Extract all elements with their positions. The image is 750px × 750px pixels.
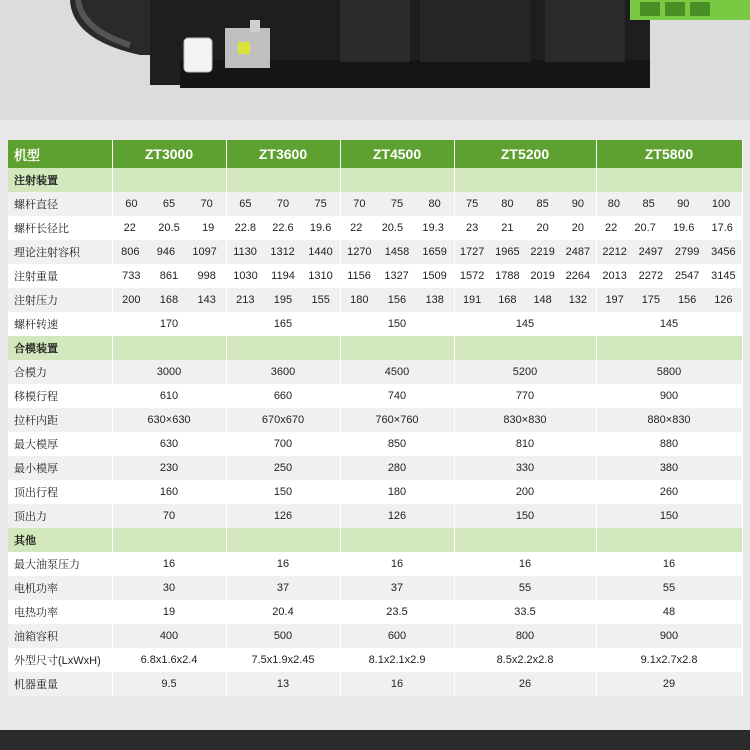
spec-subvalue: 200 (122, 294, 141, 306)
row-label: 注射重量 (8, 264, 112, 288)
table-row (8, 432, 742, 456)
table-row (8, 408, 742, 432)
spec-cell (340, 264, 454, 288)
spec-subvalue: 3456 (711, 246, 736, 258)
spec-cell: 400 (112, 624, 226, 648)
spec-subvalue: 143 (197, 294, 216, 306)
spec-subvalue: 22 (350, 222, 363, 234)
spec-cell (596, 192, 742, 216)
spec-cell (226, 264, 340, 288)
spec-subvalue: 861 (159, 270, 179, 282)
row-label: 拉杆内距 (8, 408, 112, 432)
spec-subvalue: 2013 (602, 270, 627, 282)
spec-cell: 6.8x1.6x2.4 (112, 648, 226, 672)
section-header-cell (112, 168, 226, 192)
spec-cell (596, 240, 742, 264)
section-header-cell (226, 336, 340, 360)
table-row (8, 456, 742, 480)
spec-subvalue: 180 (350, 294, 369, 306)
section-header-cell (454, 336, 596, 360)
spec-cell: 630×630 (112, 408, 226, 432)
spec-cell: 33.5 (454, 600, 596, 624)
spec-subvalue: 138 (425, 294, 444, 306)
spec-subvalue: 21 (501, 222, 514, 234)
row-label: 顶出行程 (8, 480, 112, 504)
spec-subvalue: 19.6 (672, 222, 695, 234)
spec-cell: 48 (596, 600, 742, 624)
table-row (8, 216, 742, 240)
spec-subvalue: 17.6 (711, 222, 733, 234)
spec-subvalue: 65 (162, 198, 176, 210)
spec-cell: 20.4 (226, 600, 340, 624)
section-header-cell (596, 336, 742, 360)
spec-cell: 740 (340, 384, 454, 408)
model-zt5200: ZT5200 (454, 140, 596, 168)
spec-cell: 700 (226, 432, 340, 456)
model-zt5800: ZT5800 (596, 140, 742, 168)
spec-subvalue: 2487 (565, 246, 591, 258)
spec-subvalue: 23 (466, 222, 479, 234)
spec-cell: 160 (112, 480, 226, 504)
spec-subvalue: 946 (156, 246, 176, 258)
row-label: 螺杆长径比 (8, 216, 112, 240)
spec-cell: 170 (112, 312, 226, 336)
spec-cell: 16 (596, 552, 742, 576)
spec-cell: 500 (226, 624, 340, 648)
spec-cell: 150 (454, 504, 596, 528)
section-header-cell (340, 528, 454, 552)
row-label: 最大模厚 (8, 432, 112, 456)
spec-subvalue: 70 (200, 198, 213, 210)
spec-subvalue: 197 (605, 294, 624, 306)
spec-subvalue: 2212 (602, 246, 627, 258)
spec-cell (454, 264, 596, 288)
spec-subvalue: 1130 (233, 246, 257, 258)
section-header-row (8, 168, 742, 192)
spec-subvalue: 1030 (233, 270, 258, 282)
spec-cell (112, 288, 226, 312)
spec-subvalue: 20.5 (381, 222, 404, 234)
spec-table (8, 140, 743, 696)
spec-subvalue: 1097 (192, 246, 217, 258)
table-row (8, 624, 742, 648)
spec-cell: 230 (112, 456, 226, 480)
spec-subvalue: 75 (466, 198, 479, 210)
spec-cell: 5200 (454, 360, 596, 384)
row-label: 顶出力 (8, 504, 112, 528)
spec-subvalue: 2264 (565, 270, 591, 282)
spec-cell: 900 (596, 384, 742, 408)
spec-cell: 30 (112, 576, 226, 600)
spec-subvalue: 132 (568, 294, 588, 306)
spec-cell (112, 216, 226, 240)
section-header-row (8, 528, 742, 552)
spec-cell (454, 192, 596, 216)
spec-subvalue: 22 (605, 222, 618, 234)
table-row (8, 672, 742, 696)
spec-cell: 55 (454, 576, 596, 600)
spec-cell: 37 (340, 576, 454, 600)
spec-subvalue: 1270 (347, 246, 372, 258)
spec-subvalue: 1965 (495, 246, 520, 258)
row-label: 最小模厚 (8, 456, 112, 480)
spec-subvalue: 2019 (530, 270, 555, 282)
spec-cell: 23.5 (340, 600, 454, 624)
spec-cell (226, 192, 340, 216)
spec-cell: 150 (340, 312, 454, 336)
spec-table-wrapper (8, 140, 742, 696)
row-label: 油箱容积 (8, 624, 112, 648)
spec-cell: 13 (226, 672, 340, 696)
spec-cell: 880 (596, 432, 742, 456)
row-label: 注射压力 (8, 288, 112, 312)
row-label: 机器重量 (8, 672, 112, 696)
spec-cell (226, 216, 340, 240)
spec-subvalue: 22.6 (272, 222, 294, 234)
table-row (8, 504, 742, 528)
spec-subvalue: 20.7 (634, 222, 656, 234)
spec-cell (340, 216, 454, 240)
row-label: 最大油泵压力 (8, 552, 112, 576)
spec-cell (340, 240, 454, 264)
table-row (8, 576, 742, 600)
spec-cell: 37 (226, 576, 340, 600)
spec-subvalue: 1788 (495, 270, 520, 282)
spec-subvalue: 1310 (308, 270, 333, 282)
spec-subvalue: 733 (122, 270, 141, 282)
spec-subvalue: 2272 (638, 270, 664, 282)
spec-subvalue: 2497 (638, 246, 664, 258)
spec-subvalue: 2799 (674, 246, 700, 258)
spec-subvalue: 20 (571, 222, 584, 234)
section-header-cell (340, 336, 454, 360)
table-row (8, 360, 742, 384)
spec-cell: 610 (112, 384, 226, 408)
spec-subvalue: 168 (159, 294, 179, 306)
spec-subvalue: 1509 (422, 270, 447, 282)
spec-subvalue: 75 (314, 198, 327, 210)
row-label: 电机功率 (8, 576, 112, 600)
spec-cell: 4500 (340, 360, 454, 384)
spec-cell (454, 216, 596, 240)
spec-subvalue: 80 (501, 198, 514, 210)
spec-subvalue: 80 (607, 198, 620, 210)
spec-subvalue: 100 (711, 198, 731, 210)
spec-cell: 145 (454, 312, 596, 336)
section-header-cell (596, 168, 742, 192)
spec-subvalue: 65 (239, 198, 252, 210)
spec-subvalue: 1312 (270, 246, 295, 258)
section-header-cell (112, 336, 226, 360)
spec-subvalue: 213 (236, 294, 255, 306)
header-label: 机型 (8, 140, 112, 168)
spec-cell: 830×830 (454, 408, 596, 432)
spec-cell: 165 (226, 312, 340, 336)
spec-subvalue: 80 (428, 198, 441, 210)
spec-cell: 16 (112, 552, 226, 576)
table-row (8, 480, 742, 504)
spec-cell: 16 (226, 552, 340, 576)
spec-subvalue: 90 (571, 198, 584, 210)
section-title: 合模装置 (8, 336, 112, 360)
spec-cell: 16 (340, 672, 454, 696)
spec-subvalue: 148 (533, 294, 552, 306)
section-header-cell (226, 528, 340, 552)
spec-cell: 660 (226, 384, 340, 408)
spec-cell: 770 (454, 384, 596, 408)
spec-cell: 126 (226, 504, 340, 528)
spec-subvalue: 1727 (459, 246, 485, 258)
spec-cell: 7.5x1.9x2.45 (226, 648, 340, 672)
spec-subvalue: 22.8 (234, 222, 257, 234)
section-header-cell (226, 168, 340, 192)
spec-cell: 9.1x2.7x2.8 (596, 648, 742, 672)
spec-subvalue: 195 (273, 294, 293, 306)
spec-subvalue: 85 (642, 198, 655, 210)
spec-cell: 5800 (596, 360, 742, 384)
spec-subvalue: 156 (387, 294, 407, 306)
spec-cell (340, 288, 454, 312)
section-header-cell (596, 528, 742, 552)
row-label: 移模行程 (8, 384, 112, 408)
spec-subvalue: 19.6 (309, 222, 332, 234)
spec-cell (596, 264, 742, 288)
bottom-bar (0, 730, 750, 750)
spec-subvalue: 156 (677, 294, 697, 306)
spec-subvalue: 60 (125, 198, 138, 210)
spec-cell: 19 (112, 600, 226, 624)
row-label: 合模力 (8, 360, 112, 384)
table-row (8, 600, 742, 624)
spec-cell (112, 264, 226, 288)
spec-cell: 380 (596, 456, 742, 480)
spec-cell: 670x670 (226, 408, 340, 432)
row-label: 电热功率 (8, 600, 112, 624)
table-row (8, 288, 742, 312)
section-header-row (8, 336, 742, 360)
spec-cell: 55 (596, 576, 742, 600)
table-row (8, 192, 742, 216)
section-header-cell (112, 528, 226, 552)
spec-subvalue: 168 (498, 294, 517, 306)
spec-subvalue: 19.3 (422, 222, 444, 234)
spec-cell (340, 192, 454, 216)
table-row (8, 648, 742, 672)
spec-subvalue: 1659 (422, 246, 447, 258)
spec-cell: 16 (340, 552, 454, 576)
spec-subvalue: 70 (276, 198, 290, 210)
spec-cell (596, 216, 742, 240)
spec-cell: 260 (596, 480, 742, 504)
spec-cell: 70 (112, 504, 226, 528)
row-label: 理论注射容积 (8, 240, 112, 264)
spec-cell (112, 240, 226, 264)
table-row (8, 264, 742, 288)
spec-cell: 760×760 (340, 408, 454, 432)
spec-cell: 850 (340, 432, 454, 456)
spec-subvalue: 806 (121, 246, 140, 258)
spec-cell: 630 (112, 432, 226, 456)
row-label: 螺杆转速 (8, 312, 112, 336)
spec-cell (226, 240, 340, 264)
spec-subvalue: 75 (390, 198, 404, 210)
section-header-cell (454, 168, 596, 192)
model-zt4500: ZT4500 (340, 140, 454, 168)
spec-subvalue: 2219 (530, 246, 555, 258)
spec-table-body (8, 168, 742, 696)
section-header-cell (340, 168, 454, 192)
spec-cell (112, 192, 226, 216)
spec-cell (454, 288, 596, 312)
spec-cell: 26 (454, 672, 596, 696)
spec-subvalue: 20 (536, 222, 549, 234)
spec-cell: 250 (226, 456, 340, 480)
spec-cell (596, 288, 742, 312)
spec-cell: 16 (454, 552, 596, 576)
spec-subvalue: 191 (462, 294, 482, 306)
spec-cell: 3600 (226, 360, 340, 384)
table-row (8, 312, 742, 336)
spec-subvalue: 998 (197, 270, 216, 282)
spec-subvalue: 155 (311, 294, 330, 306)
spec-cell: 126 (340, 504, 454, 528)
spec-cell: 9.5 (112, 672, 226, 696)
section-title: 注射装置 (8, 168, 112, 192)
spec-cell: 200 (454, 480, 596, 504)
spec-cell: 150 (226, 480, 340, 504)
spec-cell: 150 (596, 504, 742, 528)
model-zt3000: ZT3000 (112, 140, 226, 168)
spec-subvalue: 3145 (711, 270, 736, 282)
spec-subvalue: 1440 (308, 246, 333, 258)
spec-cell: 29 (596, 672, 742, 696)
spec-cell: 880×830 (596, 408, 742, 432)
spec-cell: 900 (596, 624, 742, 648)
machine-photo (0, 0, 750, 120)
header-row (8, 140, 742, 168)
spec-subvalue: 20.5 (158, 222, 180, 234)
spec-cell: 330 (454, 456, 596, 480)
spec-cell: 145 (596, 312, 742, 336)
spec-cell: 810 (454, 432, 596, 456)
spec-cell: 280 (340, 456, 454, 480)
spec-subvalue: 2547 (674, 270, 700, 282)
table-row (8, 552, 742, 576)
spec-subvalue: 1194 (271, 270, 295, 282)
spec-cell (226, 288, 340, 312)
spec-subvalue: 175 (641, 294, 661, 306)
spec-cell: 3000 (112, 360, 226, 384)
injection-machine-illustration (0, 0, 750, 120)
spec-subvalue: 126 (714, 294, 733, 306)
spec-cell: 800 (454, 624, 596, 648)
spec-cell: 8.1x2.1x2.9 (340, 648, 454, 672)
spec-cell: 180 (340, 480, 454, 504)
spec-subvalue: 1327 (384, 270, 409, 282)
section-title: 其他 (8, 528, 112, 552)
table-row (8, 384, 742, 408)
spec-subvalue: 1572 (459, 270, 485, 282)
row-label: 外型尺寸(LxWxH) (8, 648, 112, 672)
spec-subvalue: 19 (202, 222, 215, 234)
spec-cell: 600 (340, 624, 454, 648)
spec-subvalue: 1156 (347, 270, 371, 282)
table-row (8, 240, 742, 264)
row-label: 螺杆直径 (8, 192, 112, 216)
section-header-cell (454, 528, 596, 552)
spec-subvalue: 90 (677, 198, 690, 210)
spec-subvalue: 70 (353, 198, 366, 210)
spec-cell: 8.5x2.2x2.8 (454, 648, 596, 672)
spec-subvalue: 22 (123, 222, 136, 234)
spec-subvalue: 1458 (384, 246, 410, 258)
model-zt3600: ZT3600 (226, 140, 340, 168)
spec-subvalue: 85 (536, 198, 549, 210)
spec-cell (454, 240, 596, 264)
